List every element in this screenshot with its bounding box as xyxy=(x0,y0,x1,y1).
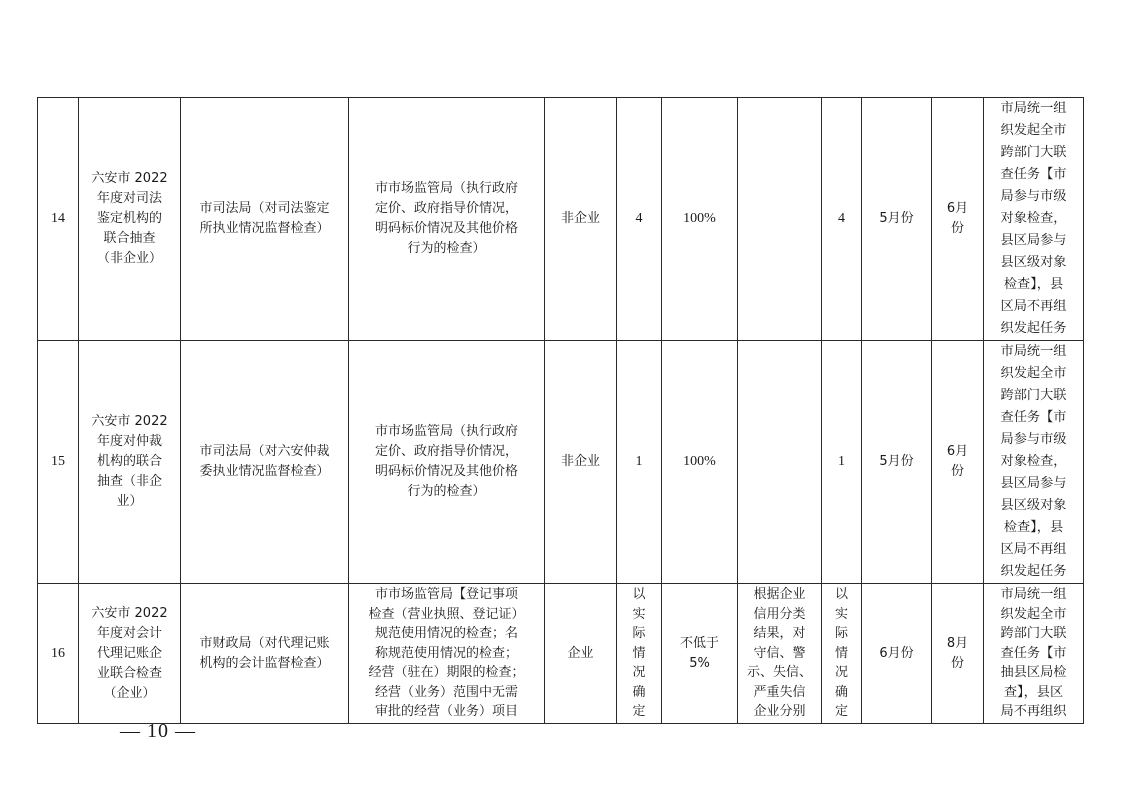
lead-department: 市财政局（对代理记账 机构的会计监督检查） xyxy=(181,584,349,724)
quantity: 以 实 际 情 况 确 定 xyxy=(617,584,662,724)
end-month: 8月 份 xyxy=(932,584,984,724)
task-name: 六安市 2022 年度对仲裁 机构的联合 抽查（非企 业） xyxy=(79,341,181,584)
ratio: 100% xyxy=(662,98,738,341)
inspection-count: 4 xyxy=(822,98,862,341)
classification-rule xyxy=(738,98,822,341)
note: 市局统一组 织发起全市 跨部门大联 查任务【市 抽县区局检 查】，县区 局不再组织 xyxy=(984,584,1084,724)
page-number: — 10 — xyxy=(120,720,196,742)
table-row xyxy=(38,98,1084,341)
quantity: 1 xyxy=(617,341,662,584)
row-number: 15 xyxy=(38,341,79,584)
start-month: 5月份 xyxy=(862,98,932,341)
row-number: 16 xyxy=(38,584,79,724)
inspection-count: 1 xyxy=(822,341,862,584)
task-name: 六安市 2022 年度对会计 代理记账企 业联合检查 （企业） xyxy=(79,584,181,724)
table-row xyxy=(38,584,1084,724)
quantity: 4 xyxy=(617,98,662,341)
target-type: 企业 xyxy=(545,584,617,724)
joint-department: 市市场监管局（执行政府 定价、政府指导价情况， 明码标价情况及其他价格 行为的检查） xyxy=(349,341,545,584)
note: 市局统一组 织发起全市 跨部门大联 查任务【市 局参与市级 对象检查， 县区局参与 县区级对象 检查】，县 区局不再组 织发起任务 xyxy=(984,341,1084,584)
lead-department: 市司法局（对司法鉴定 所执业情况监督检查） xyxy=(181,98,349,341)
classification-rule: 根据企业 信用分类 结果，对 守信、警 示、失信、 严重失信 企业分别 xyxy=(738,584,822,724)
start-month: 6月份 xyxy=(862,584,932,724)
start-month: 5月份 xyxy=(862,341,932,584)
joint-department: 市市场监管局【登记事项 检查（营业执照、登记证） 规范使用情况的检查；名 称规范使用情况的检查； 经营（驻在）期限的检查； 经营（业务）范围中无需 审批的经营（业务）项目 xyxy=(349,584,545,724)
inspection-plan-table xyxy=(37,97,1084,724)
row-number: 14 xyxy=(38,98,79,341)
ratio: 不低于 5% xyxy=(662,584,738,724)
end-month: 6月 份 xyxy=(932,341,984,584)
lead-department: 市司法局（对六安仲裁 委执业情况监督检查） xyxy=(181,341,349,584)
joint-department: 市市场监管局（执行政府 定价、政府指导价情况， 明码标价情况及其他价格 行为的检查） xyxy=(349,98,545,341)
target-type: 非企业 xyxy=(545,341,617,584)
ratio: 100% xyxy=(662,341,738,584)
end-month: 6月 份 xyxy=(932,98,984,341)
table-row xyxy=(38,341,1084,584)
target-type: 非企业 xyxy=(545,98,617,341)
classification-rule xyxy=(738,341,822,584)
inspection-count: 以 实 际 情 况 确 定 xyxy=(822,584,862,724)
task-name: 六安市 2022 年度对司法 鉴定机构的 联合抽查 （非企业） xyxy=(79,98,181,341)
note: 市局统一组 织发起全市 跨部门大联 查任务【市 局参与市级 对象检查， 县区局参与 县区级对象 检查】，县 区局不再组 织发起任务 xyxy=(984,98,1084,341)
